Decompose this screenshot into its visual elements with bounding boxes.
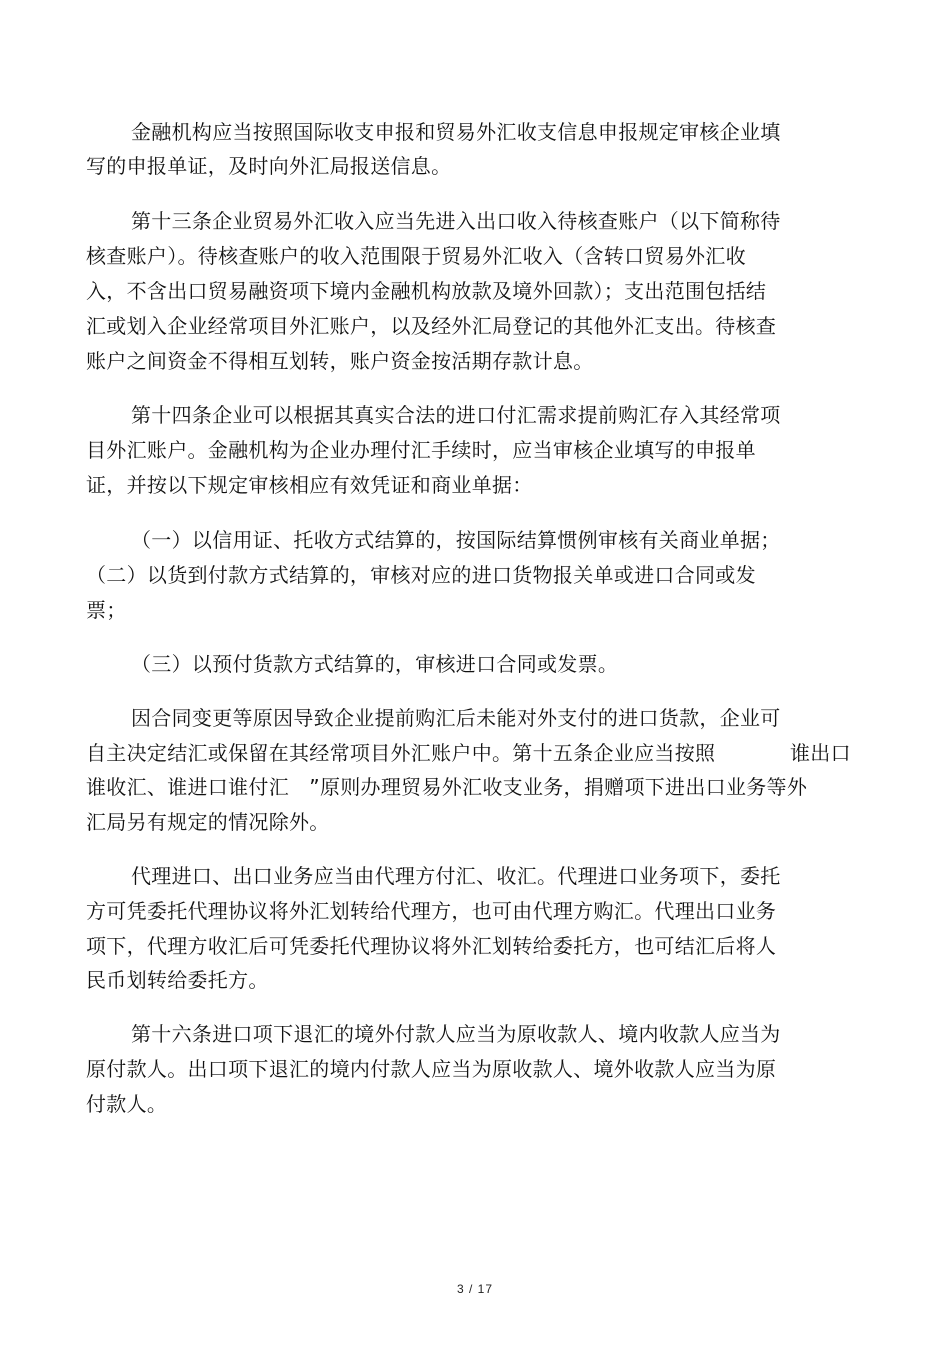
paragraph-line: 自主决定结汇或保留在其经常项目外汇账户中。第十五条企业应当按照: [86, 741, 716, 765]
paragraph-line: 票；: [86, 598, 127, 622]
paragraph-line: 汇或划入企业经常项目外汇账户，以及经外汇局登记的其他外汇支出。待核查: [86, 314, 777, 338]
paragraph-line: 写的申报单证，及时向外汇局报送信息。: [86, 154, 452, 178]
paragraph-line: 因合同变更等原因导致企业提前购汇后未能对外支付的进口货款，企业可: [131, 706, 781, 730]
paragraph-line: 核查账户）。待核查账户的收入范围限于贸易外汇收入（含转口贸易外汇收: [86, 244, 746, 268]
paragraph-line: 方可凭委托代理协议将外汇划转给代理方，也可由代理方购汇。代理出口业务: [86, 899, 777, 923]
paragraph-line: 民币划转给委托方。: [86, 968, 269, 992]
paragraph-line: 第十三条企业贸易外汇收入应当先进入出口收入待核查账户（以下简称待: [131, 209, 781, 233]
paragraph-line: 账户之间资金不得相互划转，账户资金按活期存款计息。: [86, 349, 594, 373]
paragraph-line: 原付款人。出口项下退汇的境内付款人应当为原收款人、境外收款人应当为原: [86, 1057, 777, 1081]
paragraph-line: 入，不含出口贸易融资项下境内金融机构放款及境外回款）；支出范围包括结: [86, 279, 767, 303]
paragraph-line: （一）以信用证、托收方式结算的，按国际结算惯例审核有关商业单据；: [131, 528, 781, 552]
paragraph-line: 汇局另有规定的情况除外。: [86, 810, 330, 834]
paragraph-line: （三）以预付货款方式结算的，审核进口合同或发票。: [131, 652, 619, 676]
paragraph-line-fragment: 谁出口: [790, 741, 851, 765]
paragraph-line: 证，并按以下规定审核相应有效凭证和商业单据：: [86, 473, 533, 497]
page-number: 3 / 17: [456, 1282, 494, 1296]
paragraph-line: 项下，代理方收汇后可凭委托代理协议将外汇划转给委托方，也可结汇后将人: [86, 934, 777, 958]
paragraph-line: 目外汇账户。金融机构为企业办理付汇手续时，应当审核企业填写的申报单: [86, 438, 756, 462]
paragraph-line: 第十六条进口项下退汇的境外付款人应当为原收款人、境内收款人应当为: [131, 1022, 781, 1046]
paragraph-line: 付款人。: [86, 1092, 168, 1116]
paragraph-line: （二）以货到付款方式结算的，审核对应的进口货物报关单或进口合同或发: [86, 563, 756, 587]
paragraph-line: 第十四条企业可以根据其真实合法的进口付汇需求提前购汇存入其经常项: [131, 403, 781, 427]
paragraph-line: 代理进口、出口业务应当由代理方付汇、收汇。代理进口业务项下，委托: [131, 864, 781, 888]
paragraph-line: 谁收汇、谁进口谁付汇 ”原则办理贸易外汇收支业务，捐赠项下进出口业务等外: [86, 775, 808, 799]
paragraph-line: 金融机构应当按照国际收支申报和贸易外汇收支信息申报规定审核企业填: [131, 120, 781, 144]
